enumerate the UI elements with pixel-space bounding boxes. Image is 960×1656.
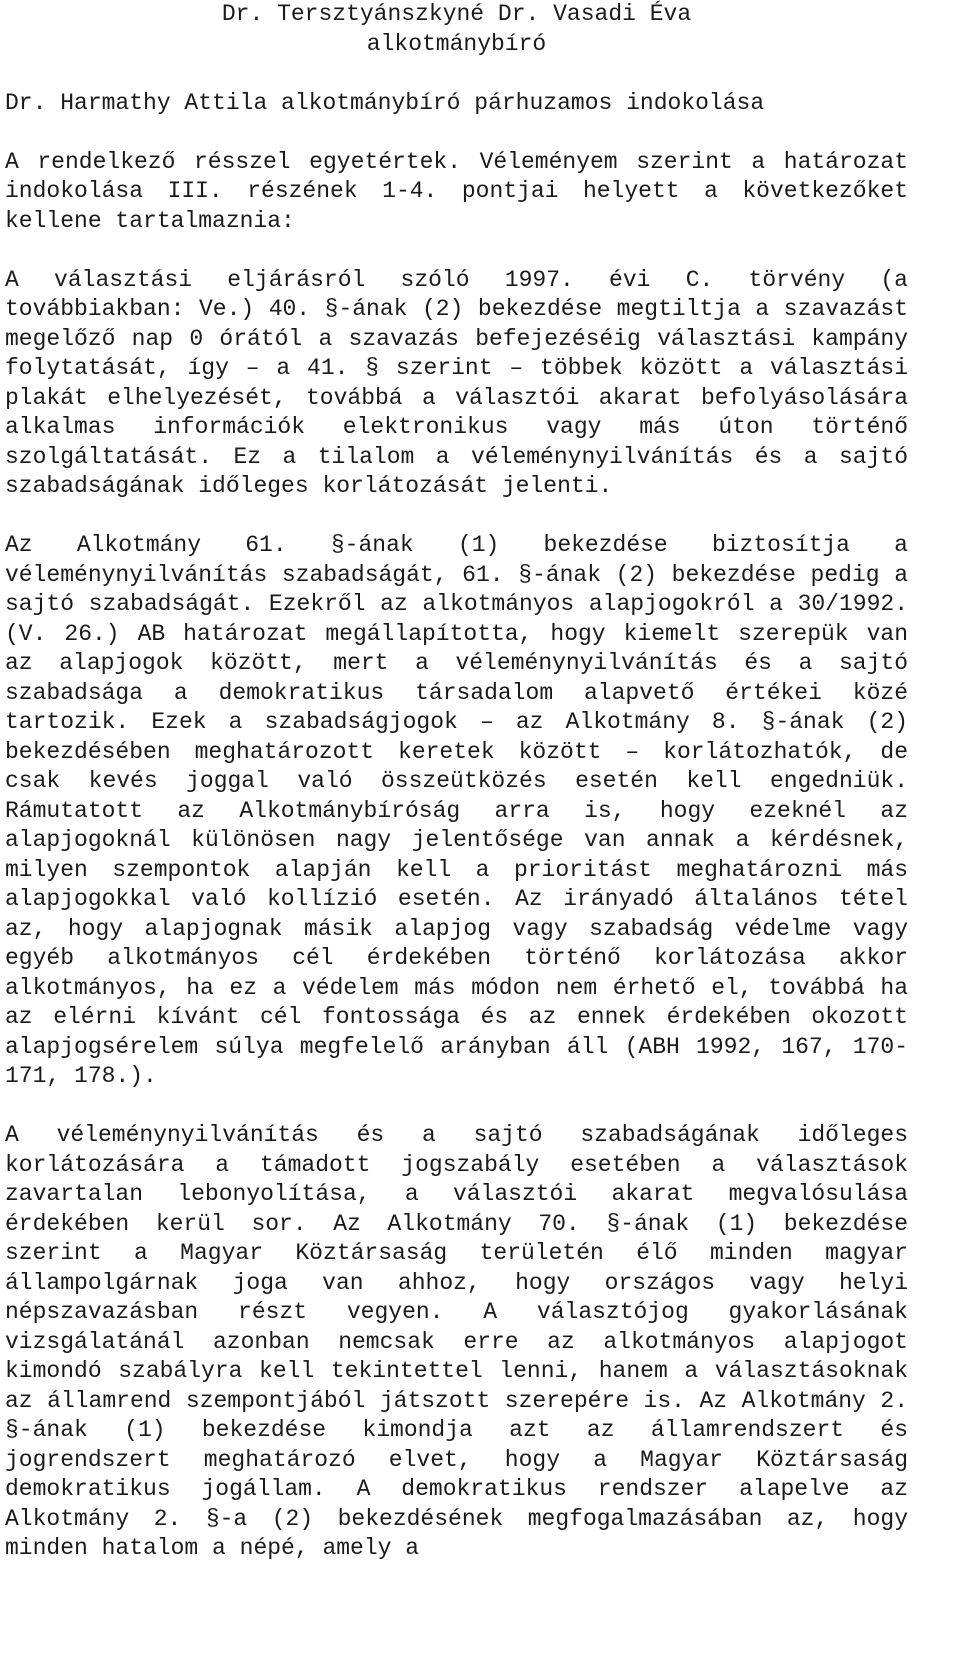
paragraph-4: A véleménynyilvánítás és a sajtó szabadságának időleges korlátozására a támadott jogszabály esetében a választások zavartalan lebonyolítása, a választói akarat megvalósulása érdekében kerül sor. Az Alkotmány 70. §-ának (1) bekezdése szerint a Magyar Köztársaság területén élő minden magyar állampolgárnak joga van ahhoz, hogy országos vagy helyi népszavazásban részt vegyen. A választójog gyakorlásának vizsgálatánál azonban nemcsak erre az alkotmányos alapjogot kimondó szabályra kell tekintettel lenni, hanem a választásoknak az államrend szempontjából játszott szerepére is. Az Alkotmány 2. §-ának (1) bekezdése kimondja azt az államrendszert és jogrendszert meghatározó elvet, hogy a Magyar Köztársaság demokratikus jogállam. A demokratikus rendszer alapelve az Alkotmány 2. §-a (2) bekezdésének megfogalmazásában az, hogy minden hatalom a népé, amely a <box>5 1122 908 1561</box>
judge-role: alkotmánybíró <box>366 30 547 57</box>
judge-name: Dr. Tersztyánszkyné Dr. Vasadi Éva <box>221 1 692 27</box>
document-page <box>5 0 908 1564</box>
paragraph-1: A rendelkező résszel egyetértek. Véleményem szerint a határozat indokolása III. részének 1-4. pontjai helyett a következőket kellene tartalmaznia: <box>5 148 908 234</box>
section-heading: Dr. Harmathy Attila alkotmánybíró párhuzamos indokolása <box>5 89 765 116</box>
header-block <box>5 0 908 59</box>
paragraph-3: Az Alkotmány 61. §-ának (1) bekezdése biztosítja a véleménynyilvánítás szabadságát, 61. §-ának (2) bekezdése pedig a sajtó szabadságát. Ezekről az alkotmányos alapjogokról a 30/1992. (V. 26.) AB határozat megállapította, hogy kiemelt szerepük van az alapjogok között, mert a véleménynyilvánítás és a sajtó szabadsága a demokratikus társadalom alapvető értékei közé tartozik. Ezek a szabadságjogok – az Alkotmány 8. §-ának (2) bekezdésében meghatározott keretek között – korlátozhatók, de csak kevés joggal való összeütközés esetén kell engedniük. Rámutatott az Alkotmánybíróság arra is, hogy ezeknél az alapjogoknál különösen nagy jelentősége van annak a kérdésnek, milyen szempontok alapján kell a prioritást meghatározni más alapjogokkal való kollízió esetén. Az irányadó általános tétel az, hogy alapjognak másik alapjog vagy szabadság védelme vagy egyéb alkotmányos cél érdekében történő korlátozása akkor alkotmányos, ha ez a védelem más módon nem érhető el, továbbá ha az elérni kívánt cél fontossága és az ennek érdekében okozott alapjogsérelem súlya megfelelő arányban áll (ABH 1992, 167, 170-171, 178.). <box>5 532 908 1089</box>
paragraph-2: A választási eljárásról szóló 1997. évi C. törvény (a továbbiakban: Ve.) 40. §-ának (2) bekezdése megtiltja a szavazást megelőző nap 0 órától a szavazás befejezéséig választási kampány folytatását, így – a 41. § szerint – többek között a választási plakát elhelyezését, továbbá a választói akarat befolyásolására alkalmas információk elektronikus vagy más úton történő szolgáltatását. Ez a tilalom a véleménynyilvánítás és a sajtó szabadságának időleges korlátozását jelenti. <box>5 266 908 499</box>
